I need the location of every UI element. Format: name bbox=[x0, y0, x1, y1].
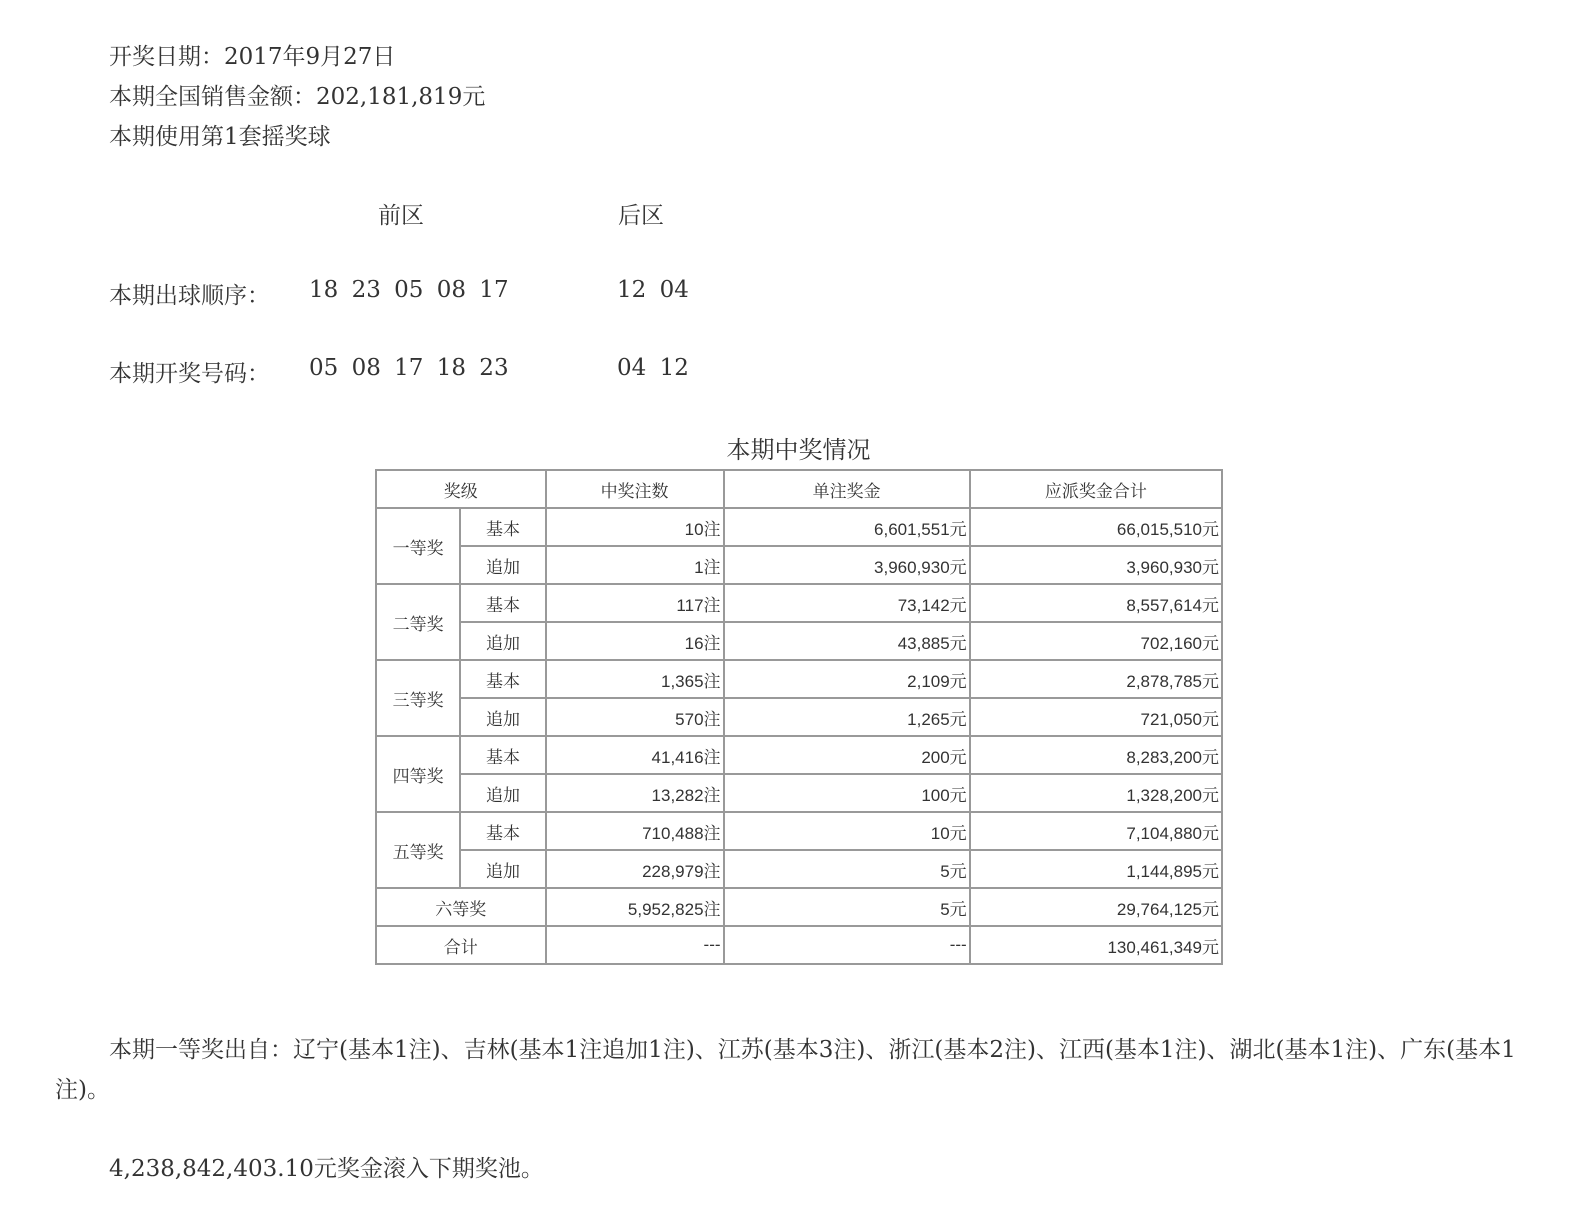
count-cell: 570注 bbox=[546, 698, 724, 736]
draw-order-label: 本期出球顺序： bbox=[109, 283, 270, 309]
count-cell: 16注 bbox=[546, 622, 724, 660]
header-level: 奖级 bbox=[376, 470, 546, 508]
table-row bbox=[376, 698, 1222, 736]
draw-order-front: 18 23 05 08 17 bbox=[309, 277, 509, 303]
type-cell: 追加 bbox=[460, 698, 545, 736]
table-header-row bbox=[376, 470, 1222, 508]
type-cell: 基本 bbox=[460, 584, 545, 622]
table-caption: 本期中奖情况 bbox=[726, 436, 871, 464]
back-zone-label: 后区 bbox=[618, 203, 664, 229]
header-unit-prize: 单注奖金 bbox=[724, 470, 970, 508]
table-row bbox=[376, 546, 1222, 584]
unit-prize-cell: 100元 bbox=[724, 774, 970, 812]
type-cell: 基本 bbox=[460, 812, 545, 850]
type-cell: 追加 bbox=[460, 850, 545, 888]
table-row bbox=[376, 736, 1222, 774]
total-prize-cell: 66,015,510元 bbox=[970, 508, 1222, 546]
winning-numbers-row bbox=[109, 355, 689, 388]
rollover-note: 4,238,842,403.10元奖金滚入下期奖池。 bbox=[109, 1156, 544, 1182]
total-prize-cell: 702,160元 bbox=[970, 622, 1222, 660]
table-row bbox=[376, 584, 1222, 622]
header-total-prize: 应派奖金合计 bbox=[970, 470, 1222, 508]
level-cell: 五等奖 bbox=[376, 812, 460, 888]
table-row bbox=[376, 660, 1222, 698]
count-cell: 1,365注 bbox=[546, 660, 724, 698]
total-prize-cell: 1,144,895元 bbox=[970, 850, 1222, 888]
header-count: 中奖注数 bbox=[546, 470, 724, 508]
total-prize-cell: 2,878,785元 bbox=[970, 660, 1222, 698]
type-cell: 基本 bbox=[460, 660, 545, 698]
unit-prize-cell: 200元 bbox=[724, 736, 970, 774]
total-prize-cell: 3,960,930元 bbox=[970, 546, 1222, 584]
winning-numbers-label: 本期开奖号码： bbox=[109, 361, 270, 387]
level-cell: 二等奖 bbox=[376, 584, 460, 660]
draw-order-row bbox=[109, 277, 689, 310]
winning-numbers-back: 04 12 bbox=[617, 355, 689, 381]
total-prize-cell: 8,283,200元 bbox=[970, 736, 1222, 774]
total-prize-cell: 1,328,200元 bbox=[970, 774, 1222, 812]
unit-prize-cell: 5元 bbox=[724, 888, 970, 926]
total-prize-cell: 721,050元 bbox=[970, 698, 1222, 736]
type-cell: 追加 bbox=[460, 774, 545, 812]
unit-prize-cell: 43,885元 bbox=[724, 622, 970, 660]
unit-prize-cell: 10元 bbox=[724, 812, 970, 850]
winning-numbers-front: 05 08 17 18 23 bbox=[309, 355, 509, 381]
type-cell: 追加 bbox=[460, 622, 545, 660]
count-cell: 10注 bbox=[546, 508, 724, 546]
unit-prize-cell: 6,601,551元 bbox=[724, 508, 970, 546]
count-cell: 5,952,825注 bbox=[546, 888, 724, 926]
count-cell: 228,979注 bbox=[546, 850, 724, 888]
level-cell: 三等奖 bbox=[376, 660, 460, 736]
unit-prize-cell: 5元 bbox=[724, 850, 970, 888]
level-cell: 一等奖 bbox=[376, 508, 460, 584]
front-zone-label: 前区 bbox=[378, 203, 424, 229]
table-row bbox=[376, 812, 1222, 850]
draw-order-back: 12 04 bbox=[617, 277, 689, 303]
unit-prize-cell: 3,960,930元 bbox=[724, 546, 970, 584]
table-total-row bbox=[376, 926, 1222, 964]
count-cell: 117注 bbox=[546, 584, 724, 622]
ball-set-info: 本期使用第1套摇奖球 bbox=[109, 124, 331, 150]
unit-prize-cell: 2,109元 bbox=[724, 660, 970, 698]
level-cell: 六等奖 bbox=[376, 888, 546, 926]
count-cell: 13,282注 bbox=[546, 774, 724, 812]
unit-prize-cell: 1,265元 bbox=[724, 698, 970, 736]
table-row bbox=[376, 622, 1222, 660]
unit-prize-cell: --- bbox=[724, 926, 970, 964]
sales-amount: 本期全国销售金额：202,181,819元 bbox=[109, 84, 486, 110]
count-cell: 1注 bbox=[546, 546, 724, 584]
type-cell: 基本 bbox=[460, 736, 545, 774]
level-cell: 四等奖 bbox=[376, 736, 460, 812]
type-cell: 基本 bbox=[460, 508, 545, 546]
prize-table bbox=[375, 469, 1223, 965]
total-prize-cell: 29,764,125元 bbox=[970, 888, 1222, 926]
count-cell: --- bbox=[546, 926, 724, 964]
total-prize-cell: 7,104,880元 bbox=[970, 812, 1222, 850]
table-row bbox=[376, 774, 1222, 812]
first-prize-origin: 本期一等奖出自：辽宁(基本1注)、吉林(基本1注追加1注)、江苏(基本3注)、浙江(基本2注)、江西(基本1注)、湖北(基本1注)、广东(基本1注)。 bbox=[55, 1037, 1516, 1103]
table-row bbox=[376, 508, 1222, 546]
grand-total-cell: 130,461,349元 bbox=[970, 926, 1222, 964]
count-cell: 41,416注 bbox=[546, 736, 724, 774]
type-cell: 追加 bbox=[460, 546, 545, 584]
draw-date: 开奖日期：2017年9月27日 bbox=[109, 44, 396, 70]
table-row bbox=[376, 850, 1222, 888]
total-prize-cell: 8,557,614元 bbox=[970, 584, 1222, 622]
unit-prize-cell: 73,142元 bbox=[724, 584, 970, 622]
count-cell: 710,488注 bbox=[546, 812, 724, 850]
table-row bbox=[376, 888, 1222, 926]
total-label-cell: 合计 bbox=[376, 926, 546, 964]
